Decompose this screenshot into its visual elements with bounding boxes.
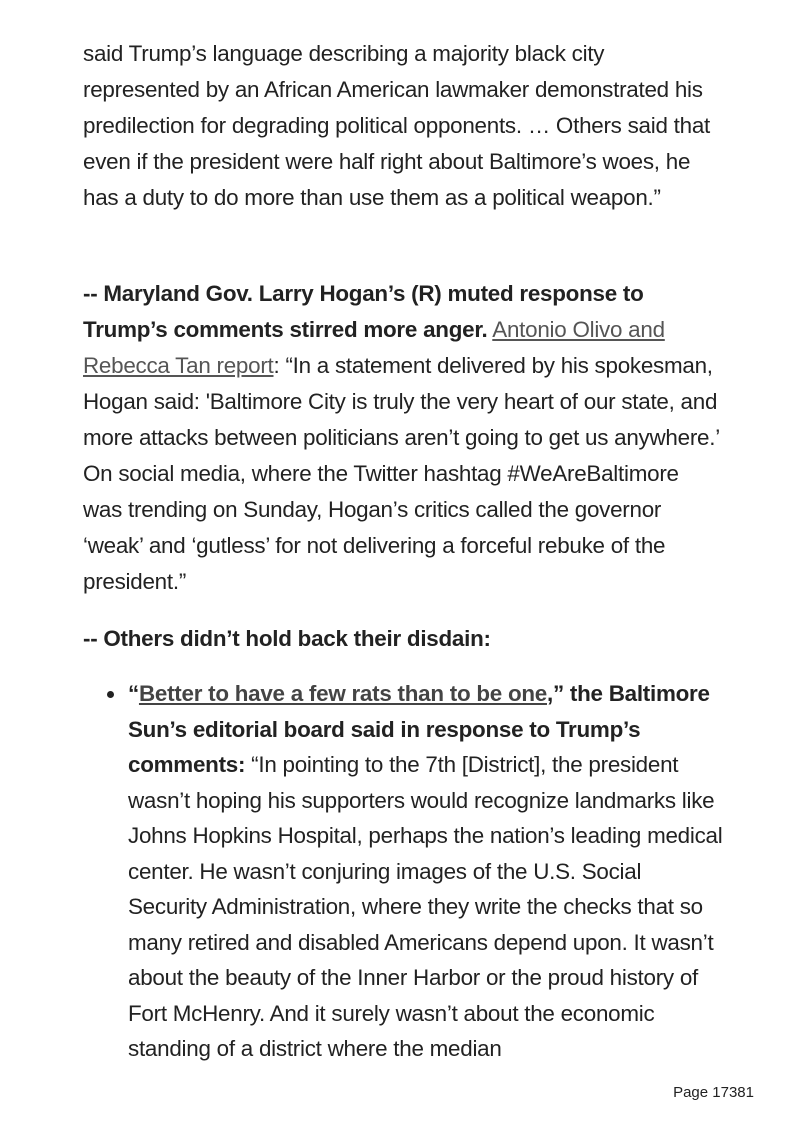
paragraph-2-text: : “In a statement delivered by his spokesman, Hogan said: 'Baltimore City is truly the very heart of our state, and more attacks between politicians aren’t going to get us anywhere.’ On social media, where the Twitter hashtag #WeAreBaltimore was trending on Sunday, Hogan’s critics called the governor ‘weak’ and ‘gutless’ for not delivering a forceful rebuke of the president.” xyxy=(83,353,720,594)
page-number: Page 17381 xyxy=(673,1084,754,1101)
paragraph-1 xyxy=(83,36,723,216)
list-item xyxy=(83,676,723,1067)
bullet-link[interactable]: Better to have a few rats than to be one xyxy=(138,681,547,706)
paragraph-3 xyxy=(83,621,723,657)
bullet-icon xyxy=(107,691,114,698)
bullet-lead: ,” the Baltimore Sun’s editorial board said in response to Trump’s comments: xyxy=(128,681,710,777)
paragraph-3-lead: -- Others didn’t hold back their disdain: xyxy=(83,626,491,651)
bullet-list xyxy=(83,676,723,1067)
paragraph-1-text: said Trump’s language describing a majority black city represented by an African American lawmaker demonstrated his predilection for degrading political opponents. … Others said that even if the president were half right about Baltimore’s woes, he has a duty to do more than use them as a political weapon.” xyxy=(83,41,710,210)
paragraph-2-lead: -- Maryland Gov. Larry Hogan’s (R) muted response to Trump’s comments stirred more anger. xyxy=(83,281,644,342)
bullet-quote-open: “ xyxy=(128,681,139,706)
paragraph-2 xyxy=(83,276,723,600)
paragraph-2-link[interactable]: Antonio Olivo and Rebecca Tan report xyxy=(83,317,665,378)
bullet-body: “In pointing to the 7th [District], the president wasn’t hoping his supporters would recognize landmarks like Johns Hopkins Hospital, perhaps the nation’s leading medical center. He wasn’t conjuring images of the U.S. Social Security Administration, where they write the checks that so many retired and disabled Americans depend upon. It wasn’t about the beauty of the Inner Harbor or the proud history of Fort McHenry. And it surely wasn’t about the economic standing of a district where the median xyxy=(128,752,723,1061)
